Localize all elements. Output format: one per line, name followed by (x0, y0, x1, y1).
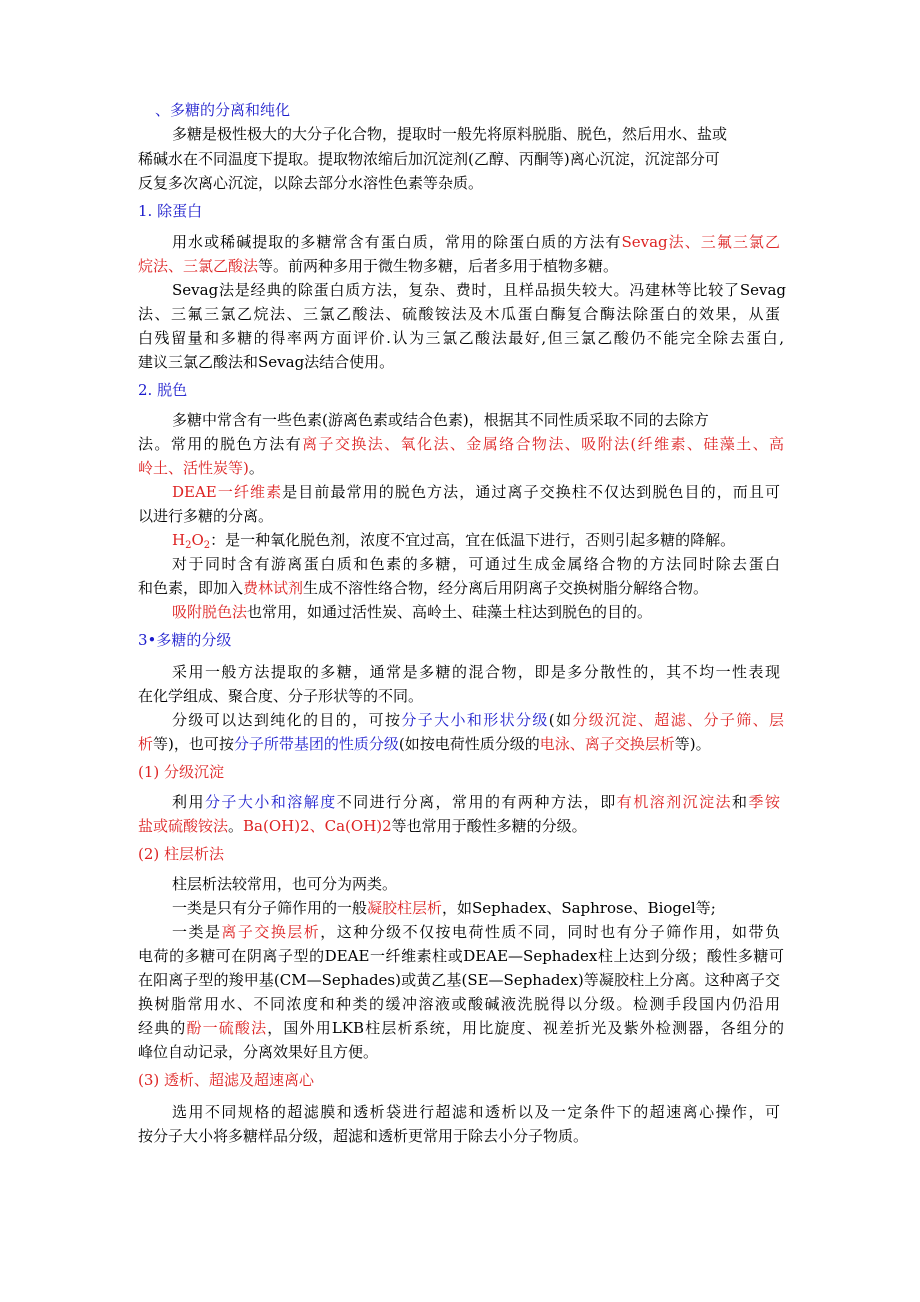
decolor-para-line-1: 多糖中常含有一些色素(游离色素或结合色素)，根据其不同性质采取不同的去除方 (172, 411, 709, 429)
highlight-method: 季铵 (748, 793, 780, 811)
dialysis-para-line-1: 选用不同规格的超滤膜和透析袋进行超滤和透析以及一定条件下的超速离心操作，可 (172, 1103, 780, 1121)
heading-decolorize: 2. 脱色 (138, 381, 188, 399)
deae-para-line-2: 以进行多糖的分离。 (138, 507, 274, 525)
protein-para-line-1: 用水或稀碱提取的多糖常含有蛋白质，常用的除蛋白质的方法有Sevag法、三氟三氯乙 (172, 233, 780, 251)
protein-para-line-2: 烷法、三氯乙酸法等。前两种多用于微生物多糖，后者多用于植物多糖。 (138, 257, 619, 275)
highlight-method: 有机溶剂沉淀法 (616, 793, 733, 811)
highlight-method: 电泳、离子交换层析 (539, 735, 675, 753)
deae-para-line-1: DEAE一纤维素是目前最常用的脱色方法，通过离子交换柱不仅达到脱色目的，而且可 (172, 483, 780, 501)
heading-remove-protein: 1. 除蛋白 (138, 202, 203, 220)
heading-dialysis-ultrafiltration: (3) 透析、超滤及超速离心 (138, 1071, 315, 1089)
intro-line-1: 多糖是极性极大的大分子化合物，提取时一般先将原料脱脂、脱色，然后用水、盐或 (172, 125, 728, 143)
highlight-method: 凝胶柱层析 (367, 899, 443, 917)
heading-fraction-precipitation: (1) 分级沉淀 (138, 763, 225, 781)
column-para-line-3: 一类是离子交换层析，这种分级不仅按电荷性质不同，同时也有分子筛作用，如带负 (172, 923, 780, 941)
highlight-method: DEAE一纤维素 (172, 483, 283, 501)
section-title: 、多糖的分离和纯化 (155, 101, 291, 119)
metal-para-line-1: 对于同时含有游离蛋白质和色素的多糖，可通过生成金属络合物的方法同时除去蛋白 (172, 555, 780, 573)
decolor-para-line-3: 岭土、活性炭等)。 (138, 459, 264, 477)
highlight-method: 岭土、活性炭等) (138, 459, 249, 477)
fraction-para2-line-1: 分级可以达到纯化的目的，可按分子大小和形状分级(如分级沉淀、超滤、分子筛、层 (172, 711, 784, 729)
fraction-para-line-1: 采用一般方法提取的多糖，通常是多糖的混合物，即是多分散性的，其不均一性表现 (172, 663, 780, 681)
intro-line-2: 稀碱水在不同温度下提取。提取物浓缩后加沉淀剂(乙醇、丙酮等)离心沉淀，沉淀部分可 (138, 150, 720, 168)
decolor-para-line-2: 法。常用的脱色方法有离子交换法、氧化法、金属络合物法、吸附法(纤维素、硅藻土、高 (138, 435, 784, 453)
heading-column-chromatography: (2) 柱层析法 (138, 845, 225, 863)
sevag-para-line-2: 法、三氟三氯乙烷法、三氯乙酸法、硫酸铵法及木瓜蛋白酶复合酶法除蛋白的效果，从蛋 (138, 305, 780, 323)
column-para-line-7: 经典的酚一硫酸法，国外用LKB柱层析系统，用比旋度、视差折光及紫外检测器，各组分的 (138, 1019, 784, 1037)
highlight-method: Sevag法、三氟三氯乙 (621, 233, 780, 251)
sevag-para-line-4: 建议三氯乙酸法和Sevag法结合使用。 (138, 353, 395, 371)
metal-para-line-2: 和色素，即加入费林试剂生成不溶性络合物，经分离后用阴离子交换树脂分解络合物。 (138, 579, 709, 597)
highlight-method: 分级沉淀、超滤、分子筛、层 (572, 711, 784, 729)
column-para-line-4: 电荷的多糖可在阴离子型的DEAE一纤维素柱或DEAE—Sephadex柱上达到分级；酸性多糖可 (138, 947, 784, 965)
precip-para-line-1: 利用分子大小和溶解度不同进行分离，常用的有两种方法，即有机溶剂沉淀法和季铵 (172, 793, 780, 811)
highlight-method: 离子交换层析 (221, 923, 321, 941)
fraction-para-line-2: 在化学组成、聚合度、分子形状等的不同。 (138, 687, 424, 705)
precip-para-line-2: 盐或硫酸铵法。Ba(OH)2、Ca(OH)2等也常用于酸性多糖的分级。 (138, 817, 587, 835)
intro-line-3: 反复多次离心沉淀，以除去部分水溶性色素等杂质。 (138, 174, 484, 192)
column-para-line-6: 换树脂常用水、不同浓度和种类的缓冲溶液或酸碱液洗脱得以分级。检测手段国内仍沿用 (138, 995, 780, 1013)
sevag-para-line-3: 白残留量和多糖的得率两方面评价.认为三氯乙酸法最好,但三氯乙酸仍不能完全除去蛋白, (138, 329, 784, 347)
highlight-blue: 分子所带基团的性质分级 (233, 735, 399, 753)
column-para-line-1: 柱层析法较常用，也可分为两类。 (172, 875, 398, 893)
highlight-method: 离子交换法、氧化法、金属络合物法、吸附法(纤维素、硅藻土、高 (302, 435, 784, 453)
highlight-method: 酚一硫酸法 (186, 1019, 268, 1037)
column-para-line-5: 在阳离子型的羧甲基(CM—Sephades)或黄乙基(SE—Sephadex)等凝胶柱上分离。这种离子交 (138, 971, 780, 989)
sevag-para-line-1: Sevag法是经典的除蛋白质方法，复杂、费时，且样品损失较大。冯建林等比较了Sevag (172, 281, 786, 299)
highlight-reagent: Ba(OH)2、Ca(OH)2 (243, 817, 392, 835)
highlight-method: 吸附脱色法 (172, 603, 248, 621)
fraction-para2-line-2: 析等)，也可按分子所带基团的性质分级(如按电荷性质分级的电泳、离子交换层析等)。 (138, 735, 711, 753)
column-para-line-8: 峰位自动记录，分离效果好且方便。 (138, 1043, 379, 1061)
h2o2-para: $H_2O_2$：是一种氧化脱色剂，浓度不宜过高，宜在低温下进行，否则引起多糖的降解。 (172, 531, 736, 551)
highlight-reagent: 费林试剂 (243, 579, 304, 597)
dialysis-para-line-2: 按分子大小将多糖样品分级，超滤和透析更常用于除去小分子物质。 (138, 1127, 589, 1145)
highlight-method: 析 (138, 735, 154, 753)
highlight-method: 烷法、三氯乙酸法 (138, 257, 259, 275)
h2o2-formula: $H_2O_2$ (172, 531, 211, 551)
heading-fractionation: 3•多糖的分级 (138, 631, 232, 649)
highlight-method: 盐或硫酸铵法 (138, 817, 229, 835)
adsorb-para: 吸附脱色法也常用，如通过活性炭、高岭土、硅藻土柱达到脱色的目的。 (172, 603, 653, 621)
highlight-blue: 分子大小和溶解度 (204, 793, 337, 811)
column-para-line-2: 一类是只有分子筛作用的一般凝胶柱层析，如Sephadex、Saphrose、Biogel等; (172, 899, 716, 917)
highlight-blue: 分子大小和形状分级 (401, 711, 549, 729)
